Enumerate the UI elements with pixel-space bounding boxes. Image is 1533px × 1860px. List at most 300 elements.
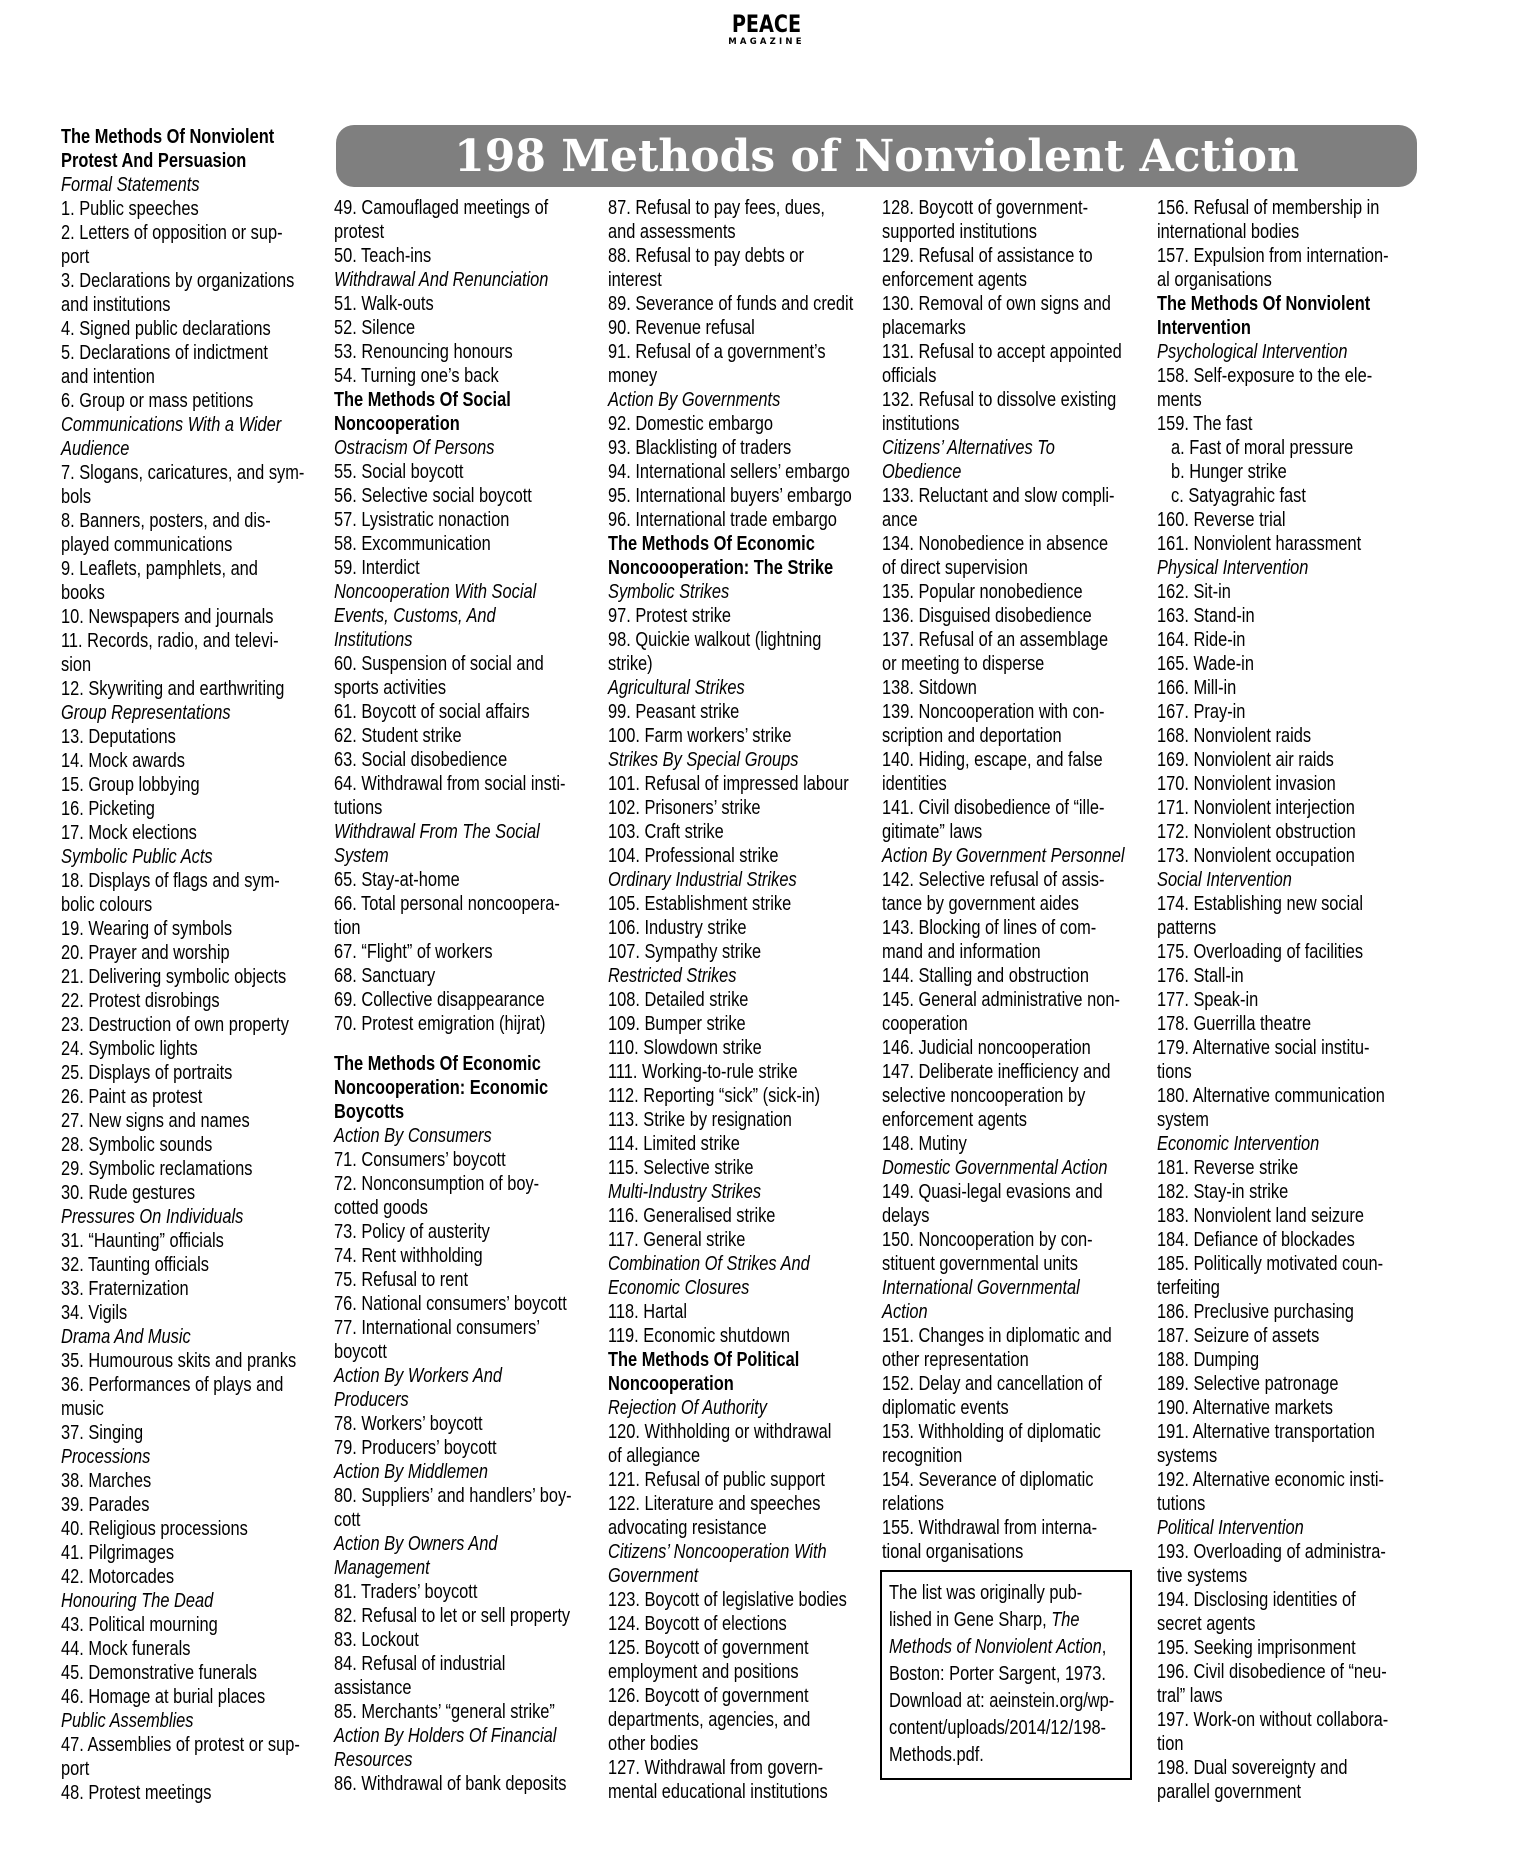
line-text: 64. Withdrawal from social insti- (334, 773, 566, 795)
line-text: The Methods Of Economic (608, 533, 815, 555)
line-text: 119. Economic shutdown (608, 1325, 791, 1347)
method-item (1157, 604, 1422, 628)
line-text: 92. Domestic embargo (608, 413, 773, 435)
line-text: 153. Withholding of diplomatic (882, 1421, 1101, 1443)
method-item (61, 1373, 326, 1397)
method-item (334, 1700, 599, 1724)
line-text: 173. Nonviolent occupation (1157, 845, 1355, 867)
method-item (1157, 1420, 1422, 1444)
method-item (882, 1012, 1147, 1036)
line-text: Producers (334, 1389, 409, 1411)
line-text: 42. Motorcades (61, 1566, 175, 1588)
line-text: 155. Withdrawal from interna- (882, 1517, 1098, 1539)
method-item (61, 605, 326, 629)
method-item (334, 652, 599, 676)
method-item (1157, 820, 1422, 844)
line-text: Action By Holders Of Financial (334, 1725, 557, 1747)
method-item (1157, 1276, 1422, 1300)
method-item (882, 1516, 1147, 1540)
method-item (882, 292, 1147, 316)
method-item (882, 340, 1147, 364)
subsection-heading (61, 1205, 326, 1229)
line-text: 2. Letters of opposition or sup- (61, 222, 283, 244)
method-item (1157, 1732, 1422, 1756)
method-item (608, 340, 873, 364)
method-item (334, 1484, 599, 1508)
line-text: 130. Removal of own signs and (882, 293, 1111, 315)
line-text: mental educational institutions (608, 1781, 828, 1803)
line-text: 132. Refusal to dissolve existing (882, 389, 1117, 411)
line-text: tutions (1157, 1493, 1206, 1515)
method-item (608, 1420, 873, 1444)
method-item (61, 1517, 326, 1541)
line-text: 168. Nonviolent raids (1157, 725, 1312, 747)
subsection-heading (334, 844, 599, 868)
line-text: 50. Teach-ins (334, 245, 432, 267)
line-text: of direct supervision (882, 557, 1028, 579)
method-item (882, 676, 1147, 700)
line-text: 179. Alternative social institu- (1157, 1037, 1370, 1059)
method-item (608, 292, 873, 316)
method-item (61, 1613, 326, 1637)
line-text: system (1157, 1109, 1209, 1131)
method-item (334, 1292, 599, 1316)
method-item (334, 484, 599, 508)
line-text: Communications With a Wider (61, 414, 282, 436)
method-item (608, 460, 873, 484)
line-text: enforcement agents (882, 269, 1027, 291)
line-text: strike) (608, 653, 653, 675)
method-item (1157, 844, 1422, 868)
line-text: 94. International sellers’ embargo (608, 461, 850, 483)
line-text: 85. Merchants’ “general strike” (334, 1701, 555, 1723)
line-text: 159. The fast (1157, 413, 1253, 435)
line-text: 111. Working-to-rule strike (608, 1061, 798, 1083)
line-text: 116. Generalised strike (608, 1205, 776, 1227)
subsection-heading (61, 173, 326, 197)
note-book-title: The (1051, 1609, 1080, 1631)
line-text: 68. Sanctuary (334, 965, 436, 987)
method-item (882, 532, 1147, 556)
method-item (608, 1612, 873, 1636)
subsection-heading (1157, 1132, 1422, 1156)
method-item (61, 365, 326, 389)
method-item (334, 220, 599, 244)
method-item (334, 340, 599, 364)
method-item (882, 1084, 1147, 1108)
line-text: 161. Nonviolent harassment (1157, 533, 1362, 555)
line-text: relations (882, 1493, 944, 1515)
line-text: advocating resistance (608, 1517, 767, 1539)
line-text: Government (608, 1565, 699, 1587)
line-text: interest (608, 269, 662, 291)
method-item (334, 244, 599, 268)
method-item (61, 1301, 326, 1325)
method-item (608, 892, 873, 916)
method-item (608, 988, 873, 1012)
method-item (1157, 1708, 1422, 1732)
line-text: 81. Traders’ boycott (334, 1581, 478, 1603)
line-text: 120. Withholding or withdrawal (608, 1421, 832, 1443)
line-text: Protest And Persuasion (61, 150, 247, 172)
line-text: 182. Stay-in strike (1157, 1181, 1289, 1203)
line-text: 126. Boycott of government (608, 1685, 809, 1707)
method-item (334, 1268, 599, 1292)
method-item (608, 1756, 873, 1780)
line-text: protest (334, 221, 385, 243)
method-item (334, 532, 599, 556)
line-text: 44. Mock funerals (61, 1638, 191, 1660)
line-text: and institutions (61, 294, 171, 316)
line-text: 174. Establishing new social (1157, 893, 1364, 915)
line-text: 189. Selective patronage (1157, 1373, 1339, 1395)
line-text: international bodies (1157, 221, 1300, 243)
line-text: Resources (334, 1749, 413, 1771)
line-text: 107. Sympathy strike (608, 941, 762, 963)
method-item (608, 1444, 873, 1468)
method-item (61, 749, 326, 773)
method-item (61, 629, 326, 653)
method-item (608, 1468, 873, 1492)
line-text: 129. Refusal of assistance to (882, 245, 1093, 267)
subsection-heading (608, 1396, 873, 1420)
line-text: 19. Wearing of symbols (61, 918, 233, 940)
line-text: 21. Delivering symbolic objects (61, 966, 287, 988)
method-item (334, 1628, 599, 1652)
line-text: 59. Interdict (334, 557, 420, 579)
method-item (882, 1204, 1147, 1228)
method-item (1157, 580, 1422, 604)
method-item (1157, 1348, 1422, 1372)
subsection-heading (61, 437, 326, 461)
method-item (61, 653, 326, 677)
line-text: 16. Picketing (61, 798, 155, 820)
line-text: Symbolic Strikes (608, 581, 730, 603)
line-text: Action By Middlemen (334, 1461, 489, 1483)
line-text: 15. Group lobbying (61, 774, 200, 796)
line-text: Obedience (882, 461, 962, 483)
line-text: 145. General administrative non- (882, 989, 1120, 1011)
method-item (608, 268, 873, 292)
line-text: 198. Dual sovereignty and (1157, 1757, 1348, 1779)
line-text: Multi-Industry Strikes (608, 1181, 762, 1203)
line-text: tive systems (1157, 1565, 1248, 1587)
line-text: 131. Refusal to accept appointed (882, 341, 1122, 363)
line-text: 96. International trade embargo (608, 509, 837, 531)
column-1 (61, 125, 326, 1805)
line-text: Boycotts (334, 1101, 405, 1123)
line-text: 88. Refusal to pay debts or (608, 245, 805, 267)
line-text: 181. Reverse strike (1157, 1157, 1299, 1179)
line-text: 101. Refusal of impressed labour (608, 773, 849, 795)
subsection-heading (608, 748, 873, 772)
line-text: placemarks (882, 317, 966, 339)
line-text: stituent governmental units (882, 1253, 1079, 1275)
line-text: 184. Defiance of blockades (1157, 1229, 1355, 1251)
note-line[interactable]: content/uploads/2014/12/198- (889, 1717, 1107, 1739)
line-text: a. Fast of moral pressure (1171, 437, 1354, 459)
line-text: money (608, 365, 658, 387)
method-item (608, 1228, 873, 1252)
line-text: c. Satyagrahic fast (1171, 485, 1306, 507)
line-text: Citizens’ Alternatives To (882, 437, 1055, 459)
line-text: 197. Work-on without collabora- (1157, 1709, 1389, 1731)
line-text: Citizens’ Noncooperation With (608, 1541, 827, 1563)
method-item (608, 484, 873, 508)
line-text: of allegiance (608, 1445, 701, 1467)
line-text: 3. Declarations by organizations (61, 270, 295, 292)
subsection-heading (882, 1276, 1147, 1300)
method-item (61, 1469, 326, 1493)
line-text: The Methods Of Nonviolent (61, 126, 275, 148)
method-item (608, 1780, 873, 1804)
subsection-heading (1157, 868, 1422, 892)
method-item (61, 1781, 326, 1805)
line-text: 47. Assemblies of protest or sup- (61, 1734, 300, 1756)
method-item (608, 820, 873, 844)
method-item (334, 196, 599, 220)
method-item (1157, 1228, 1422, 1252)
method-item (608, 652, 873, 676)
line-text: 54. Turning one’s back (334, 365, 499, 387)
method-item (1157, 196, 1422, 220)
method-item (61, 1037, 326, 1061)
note-line[interactable]: Download at: aeinstein.org/wp- (889, 1690, 1115, 1712)
column-3 (608, 196, 873, 1804)
subsection-heading (334, 1388, 599, 1412)
line-text: 86. Withdrawal of bank deposits (334, 1773, 567, 1795)
line-text: 62. Student strike (334, 725, 462, 747)
section-heading (608, 532, 873, 556)
line-text: 69. Collective disappearance (334, 989, 545, 1011)
line-text: 105. Establishment strike (608, 893, 792, 915)
section-heading (1157, 316, 1422, 340)
method-item (608, 1636, 873, 1660)
section-heading (334, 1076, 599, 1100)
method-item (61, 965, 326, 989)
line-text: 114. Limited strike (608, 1133, 740, 1155)
subsection-heading (334, 1748, 599, 1772)
line-text: 194. Disclosing identities of (1157, 1589, 1356, 1611)
method-item (1157, 628, 1422, 652)
method-item (61, 389, 326, 413)
line-text: terfeiting (1157, 1277, 1220, 1299)
line-text: 160. Reverse trial (1157, 509, 1286, 531)
line-text: 109. Bumper strike (608, 1013, 746, 1035)
line-text: Events, Customs, And (334, 605, 496, 627)
line-text: books (61, 582, 105, 604)
method-item (608, 1732, 873, 1756)
line-text: 58. Excommunication (334, 533, 491, 555)
method-item (334, 700, 599, 724)
line-text: tance by government aides (882, 893, 1079, 915)
method-item (61, 1565, 326, 1589)
method-item (882, 1420, 1147, 1444)
subsection-heading (608, 1276, 873, 1300)
line-text: 195. Seeking imprisonment (1157, 1637, 1356, 1659)
line-text: Action By Workers And (334, 1365, 503, 1387)
method-item (61, 1277, 326, 1301)
line-text: 78. Workers’ boycott (334, 1413, 483, 1435)
section-heading (1157, 292, 1422, 316)
line-text: 108. Detailed strike (608, 989, 749, 1011)
line-text: Withdrawal From The Social (334, 821, 540, 843)
line-text: Drama And Music (61, 1326, 191, 1348)
line-text: 90. Revenue refusal (608, 317, 755, 339)
line-text: 79. Producers’ boycott (334, 1437, 497, 1459)
source-note-box (880, 1570, 1132, 1780)
method-item (334, 940, 599, 964)
line-text: 134. Nonobedience in absence (882, 533, 1109, 555)
line-text: 46. Homage at burial places (61, 1686, 266, 1708)
subsection-heading (61, 1445, 326, 1469)
subsection-heading (608, 580, 873, 604)
column-5 (1157, 196, 1422, 1804)
method-item (1157, 1660, 1422, 1684)
method-item (61, 1685, 326, 1709)
line-text: 87. Refusal to pay fees, dues, (608, 197, 825, 219)
method-item (1157, 724, 1422, 748)
line-text: 61. Boycott of social affairs (334, 701, 530, 723)
line-text: 76. National consumers’ boycott (334, 1293, 567, 1315)
method-item (334, 892, 599, 916)
method-item (882, 1324, 1147, 1348)
method-item (334, 292, 599, 316)
method-item (882, 244, 1147, 268)
line-text: 177. Speak-in (1157, 989, 1259, 1011)
line-text: 106. Industry strike (608, 917, 747, 939)
line-text: Noncooperation With Social (334, 581, 537, 603)
line-text: played communications (61, 534, 233, 556)
method-item (61, 1061, 326, 1085)
method-item (882, 820, 1147, 844)
subsection-heading (334, 1724, 599, 1748)
subsection-heading (608, 388, 873, 412)
method-item (882, 916, 1147, 940)
line-text: 115. Selective strike (608, 1157, 754, 1179)
line-text: 36. Performances of plays and (61, 1374, 284, 1396)
line-text: Symbolic Public Acts (61, 846, 213, 868)
subsection-heading (882, 1300, 1147, 1324)
line-text: recognition (882, 1445, 963, 1467)
line-text: Action By Owners And (334, 1533, 498, 1555)
line-text: 152. Delay and cancellation of (882, 1373, 1102, 1395)
method-item (334, 1772, 599, 1796)
line-text: 8. Banners, posters, and dis- (61, 510, 271, 532)
line-text: Processions (61, 1446, 151, 1468)
method-item (61, 821, 326, 845)
line-text: parallel government (1157, 1781, 1302, 1803)
line-text: 1. Public speeches (61, 198, 199, 220)
line-text: 26. Paint as protest (61, 1086, 203, 1108)
method-item (1157, 748, 1422, 772)
line-text: 35. Humourous skits and pranks (61, 1350, 297, 1372)
method-item (1157, 1684, 1422, 1708)
method-item (882, 1348, 1147, 1372)
subsection-heading (61, 1325, 326, 1349)
method-item (61, 269, 326, 293)
line-text: 148. Mutiny (882, 1133, 967, 1155)
method-item (608, 1300, 873, 1324)
method-item (334, 796, 599, 820)
line-text: tions (1157, 1061, 1192, 1083)
method-item (882, 1372, 1147, 1396)
method-item (1157, 916, 1422, 940)
method-item (1157, 1156, 1422, 1180)
line-text: 133. Reluctant and slow compli- (882, 485, 1115, 507)
line-text: 171. Nonviolent interjection (1157, 797, 1355, 819)
section-heading (61, 125, 326, 149)
line-text: Intervention (1157, 317, 1251, 339)
method-item (61, 1541, 326, 1565)
subsection-heading (334, 1124, 599, 1148)
method-item (1157, 1780, 1422, 1804)
method-item (61, 317, 326, 341)
line-text: Agricultural Strikes (608, 677, 745, 699)
line-text: 55. Social boycott (334, 461, 464, 483)
method-item (61, 1733, 326, 1757)
subsection-heading (608, 676, 873, 700)
column-4 (882, 196, 1147, 1564)
section-heading (608, 1348, 873, 1372)
method-item (608, 1684, 873, 1708)
method-item (608, 244, 873, 268)
line-text: Ostracism Of Persons (334, 437, 495, 459)
method-item (61, 1109, 326, 1133)
line-text: Noncooperation (334, 413, 460, 435)
page-title: 198 Methods of Nonviolent Action (454, 130, 1299, 182)
method-item (334, 1316, 599, 1340)
method-item (608, 1204, 873, 1228)
line-text: Audience (61, 438, 130, 460)
note-line[interactable]: Methods.pdf. (889, 1744, 984, 1766)
subsection-heading (608, 964, 873, 988)
line-text: The Methods Of Social (334, 389, 511, 411)
subsection-heading (608, 868, 873, 892)
method-item (1157, 940, 1422, 964)
line-text: 97. Protest strike (608, 605, 732, 627)
line-text: 24. Symbolic lights (61, 1038, 198, 1060)
line-text: 48. Protest meetings (61, 1782, 212, 1804)
method-item (882, 1468, 1147, 1492)
method-item (334, 868, 599, 892)
method-item (608, 1492, 873, 1516)
line-text: 193. Overloading of administra- (1157, 1541, 1386, 1563)
method-item (882, 1108, 1147, 1132)
line-text: 127. Withdrawal from govern- (608, 1757, 824, 1779)
line-text: 170. Nonviolent invasion (1157, 773, 1336, 795)
line-text: 165. Wade-in (1157, 653, 1254, 675)
line-text: secret agents (1157, 1613, 1256, 1635)
line-text: assistance (334, 1677, 412, 1699)
method-item (608, 508, 873, 532)
line-text: 67. “Flight” of workers (334, 941, 493, 963)
line-text: 29. Symbolic reclamations (61, 1158, 253, 1180)
line-text: 41. Pilgrimages (61, 1542, 175, 1564)
line-text: 185. Politically motivated coun- (1157, 1253, 1384, 1275)
line-text: 51. Walk-outs (334, 293, 434, 315)
line-text: System (334, 845, 389, 867)
method-item (608, 1156, 873, 1180)
line-text: 25. Displays of portraits (61, 1062, 233, 1084)
method-item (1157, 1756, 1422, 1780)
method-item (608, 724, 873, 748)
line-text: 166. Mill-in (1157, 677, 1237, 699)
spacer (334, 1036, 599, 1052)
method-item (61, 293, 326, 317)
line-text: al organisations (1157, 269, 1272, 291)
line-text: Action By Government Personnel (882, 845, 1125, 867)
